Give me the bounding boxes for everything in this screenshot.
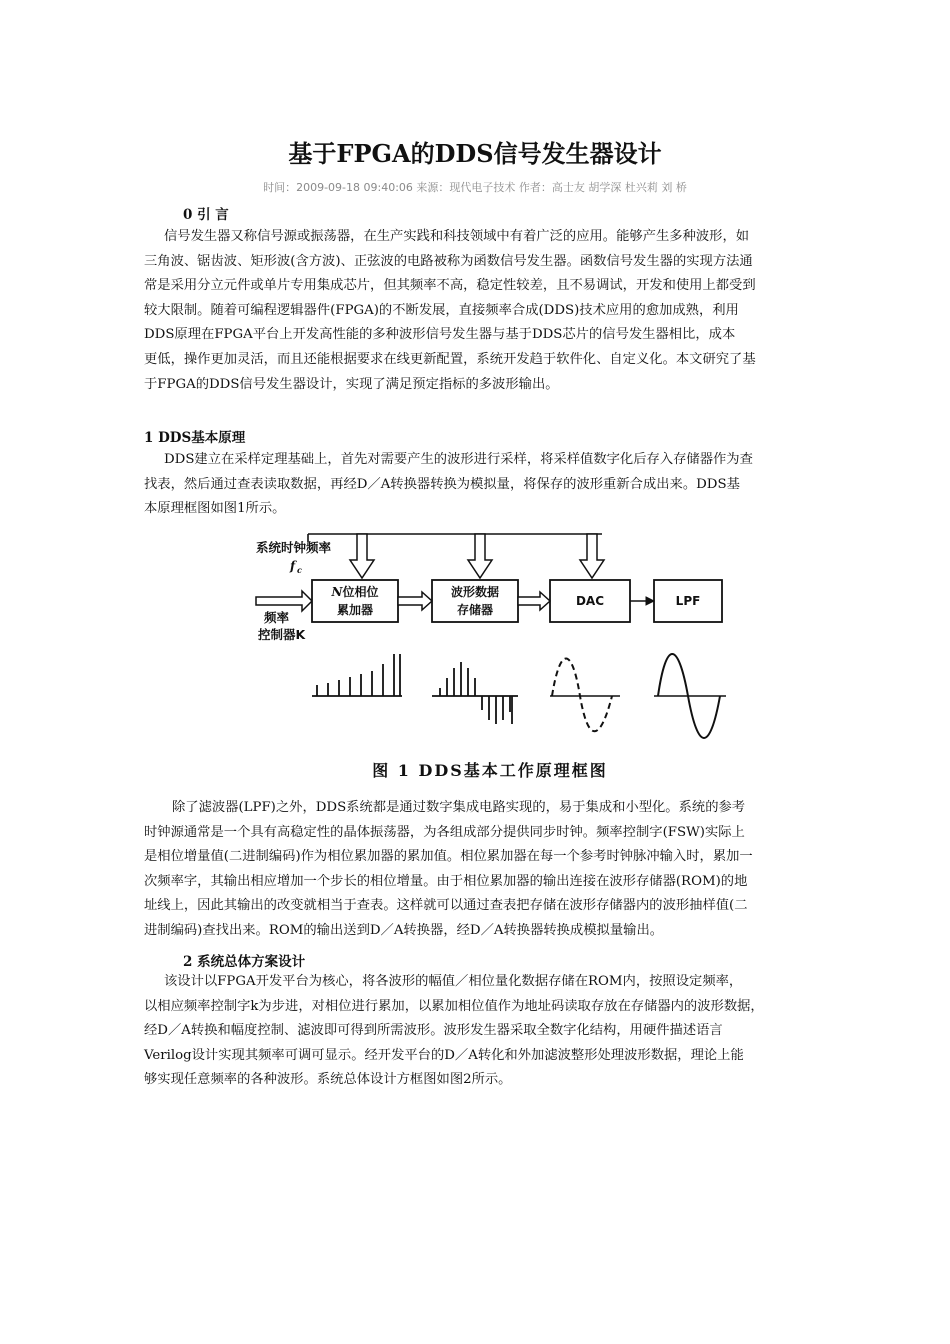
clock-symbol: f bbox=[290, 559, 296, 573]
paragraph-intro bbox=[144, 225, 814, 397]
clock-subscript: c bbox=[297, 565, 302, 575]
clock-arrow-2 bbox=[468, 534, 492, 578]
paragraph-system-design bbox=[144, 970, 814, 1093]
paragraph-line: 址线上，因此其输出的改变就相当于查表。这样就可以通过查表把存储在波形存储器内的波形抽样值(二 bbox=[144, 898, 748, 914]
connector-1 bbox=[398, 592, 432, 610]
block2-line1: 波形数据 bbox=[450, 585, 500, 599]
freq-label-1: 频率 bbox=[264, 610, 290, 625]
paragraph-line: 找表，然后通过查表读取数据，再经D／A转换器转换为模拟量，将保存的波形重新合成出来。DDS基 bbox=[144, 476, 740, 492]
paragraph-line: 时钟源通常是一个具有高稳定性的晶体振荡器，为各组成部分提供同步时钟。频率控制字(FSW)实际上 bbox=[144, 824, 745, 840]
clock-arrow-1 bbox=[350, 534, 374, 578]
article-title: 基于FPGA的DDS信号发生器设计 bbox=[288, 139, 662, 168]
freq-label-2: 控制器K bbox=[258, 627, 306, 642]
clock-arrow-3 bbox=[580, 534, 604, 578]
paragraph-dds-system bbox=[144, 796, 814, 944]
paragraph-line: 经D／A转换和幅度控制、滤波即可得到所需波形。波形发生器采取全数字化结构，用硬件描述语言 bbox=[144, 1023, 723, 1039]
clock-bus bbox=[308, 534, 602, 542]
article-meta: 时间：2009-09-18 09:40:06 来源：现代电子技术 作者：高士友 胡学深 杜兴莉 刘 桥 bbox=[263, 181, 687, 194]
paragraph-line: 该设计以FPGA开发平台为核心，将各波形的幅值／相位量化数据存储在ROM内，按照设定频率， bbox=[164, 974, 743, 989]
waveform-rom-samples bbox=[432, 662, 518, 724]
block2-line2: 存储器 bbox=[456, 603, 494, 617]
paragraph-line: 信号发生器又称信号源或振荡器，在生产实践和科技领域中有着广泛的应用。能够产生多种波形，如 bbox=[164, 229, 750, 244]
block1-italic-n: N bbox=[331, 585, 343, 599]
figure-caption: 图 1 DDS基本工作原理框图 bbox=[372, 761, 608, 780]
connector-3-head bbox=[646, 597, 654, 605]
paragraph-line: 于FPGA的DDS信号发生器设计，实现了满足预定指标的多波形输出。 bbox=[144, 376, 559, 392]
connector-2 bbox=[518, 592, 550, 610]
paragraph-line: 够实现任意频率的各种波形。系统总体设计方框图如图2所示。 bbox=[144, 1072, 512, 1088]
paragraph-line: 是相位增量值(二进制编码)作为相位累加器的累加值。相位累加器在每一个参考时钟脉冲输入时，累加一 bbox=[144, 849, 753, 865]
block1-line1: 位相位 bbox=[342, 585, 379, 599]
paragraph-line: 进制编码)查找出来。ROM的输出送到D／A转换器，经D／A转换器转换成模拟量输出。 bbox=[144, 922, 664, 938]
block4-label: LPF bbox=[675, 594, 701, 608]
paragraph-line: 次频率字，其输出相应增加一个步长的相位增量。由于相位累加器的输出连接在波形存储器(ROM)的地 bbox=[144, 873, 748, 889]
block1-line2: 累加器 bbox=[336, 603, 374, 617]
clock-arrows bbox=[350, 534, 604, 578]
paragraph-line: 三角波、锯齿波、矩形波(含方波)、正弦波的电路被称为函数信号发生器。函数信号发生器的实现方法通 bbox=[144, 253, 753, 269]
block3-label: DAC bbox=[575, 594, 605, 608]
paragraph-dds-principle bbox=[144, 448, 814, 522]
section-heading-intro: 0 引 言 bbox=[183, 207, 229, 223]
paragraph-line: DDS建立在采样定理基础上，首先对需要产生的波形进行采样，将采样值数字化后存入存储器作为查 bbox=[164, 452, 753, 467]
paragraph-line: 本原理框图如图1所示。 bbox=[144, 501, 286, 517]
paragraph-line: DDS原理在FPGA平台上开发高性能的多种波形信号发生器与基于DDS芯片的信号发生器相比，成本 bbox=[144, 327, 736, 343]
paragraph-line: 更低，操作更加灵活，而且还能根据要求在线更新配置，系统开发趋于软件化、自定义化。本文研究了基 bbox=[144, 351, 756, 367]
paragraph-line: 以相应频率控制字k为步进，对相位进行累加，以累加相位值作为地址码读取存放在存储器内的波形数据， bbox=[144, 998, 764, 1014]
waveform-lpf bbox=[654, 654, 726, 738]
section-heading-dds-principle: 1 DDS基本原理 bbox=[144, 430, 246, 446]
paragraph-line: Verilog设计实现其频率可调可显示。经开发平台的D／A转化和外加滤波整形处理波形数据，理论上能 bbox=[144, 1047, 744, 1063]
paragraph-line: 常是采用分立元件或单片专用集成芯片，但其频率不高，稳定性较差，且不易调试，开发和使用上都受到 bbox=[144, 278, 756, 294]
waveform-accumulator bbox=[312, 654, 402, 696]
paragraph-line: 除了滤波器(LPF)之外，DDS系统都是通过数字集成电路实现的，易于集成和小型化。系统的参考 bbox=[172, 800, 746, 815]
dds-diagram-svg bbox=[250, 528, 730, 758]
svg-text:N位相位 bbox=[331, 584, 379, 599]
clock-label: 系统时钟频率 bbox=[256, 540, 332, 555]
waveform-dac bbox=[550, 659, 620, 732]
freq-input-arrow bbox=[256, 591, 312, 611]
paragraph-line: 较大限制。随着可编程逻辑器件(FPGA)的不断发展，直接频率合成(DDS)技术应用的愈加成熟，利用 bbox=[144, 302, 739, 318]
section-heading-system-design: 2 系统总体方案设计 bbox=[183, 954, 306, 970]
figure-dds-block-diagram bbox=[250, 528, 730, 786]
